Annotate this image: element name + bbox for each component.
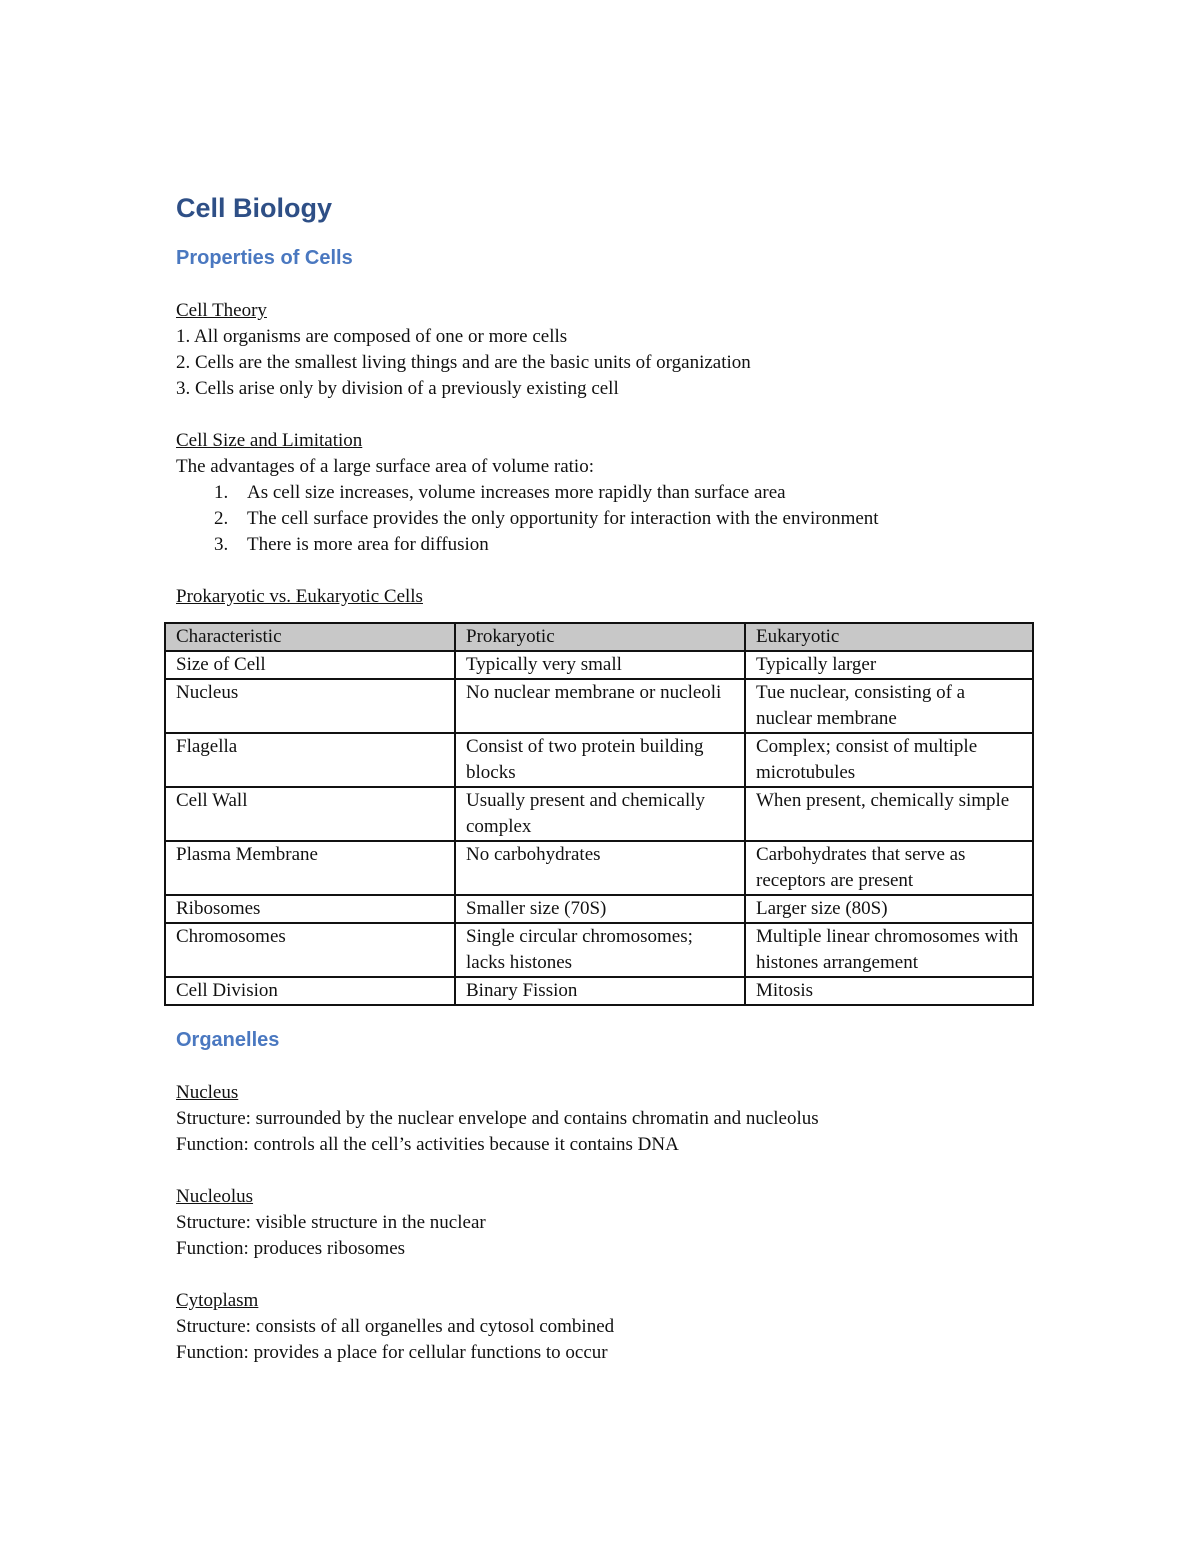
- organelle-name: Cytoplasm: [176, 1290, 259, 1311]
- organelle-entry: [176, 1288, 1036, 1366]
- organelle-structure: Structure: visible structure in the nuclear: [176, 1212, 486, 1233]
- table-cell: Typically larger: [745, 651, 1033, 679]
- cell-theory-line: 1. All organisms are composed of one or more cells: [176, 326, 568, 347]
- document-title: Cell Biology: [176, 193, 333, 223]
- table-cell: Binary Fission: [455, 977, 745, 1005]
- table-cell: Tue nuclear, consisting of a nuclear membrane: [745, 679, 1033, 733]
- table-cell: Plasma Membrane: [165, 841, 455, 895]
- table-cell: No nuclear membrane or nucleoli: [455, 679, 745, 733]
- document-body: [176, 190, 1036, 1366]
- table-row: [165, 841, 1033, 895]
- section-heading-properties: Properties of Cells: [176, 247, 353, 269]
- cell-theory-line: 3. Cells arise only by division of a previously existing cell: [176, 378, 619, 399]
- organelle-function: Function: provides a place for cellular functions to occur: [176, 1342, 608, 1363]
- organelle-entry: [176, 1080, 1036, 1158]
- table-cell: Larger size (80S): [745, 895, 1033, 923]
- table-row: [165, 977, 1033, 1005]
- table-cell: Mitosis: [745, 977, 1033, 1005]
- list-item: 3. There is more area for diffusion: [214, 534, 489, 555]
- table-cell: Nucleus: [165, 679, 455, 733]
- table-cell: Smaller size (70S): [455, 895, 745, 923]
- organelle-function: Function: controls all the cell’s activities because it contains DNA: [176, 1134, 679, 1155]
- table-cell: When present, chemically simple: [745, 787, 1033, 841]
- section-heading-organelles: Organelles: [176, 1029, 280, 1051]
- table-cell: Size of Cell: [165, 651, 455, 679]
- table-cell: Ribosomes: [165, 895, 455, 923]
- table-cell: Chromosomes: [165, 923, 455, 977]
- comparison-heading: Prokaryotic vs. Eukaryotic Cells: [176, 586, 423, 607]
- table-cell: No carbohydrates: [455, 841, 745, 895]
- table-row: [165, 895, 1033, 923]
- organelle-name: Nucleus: [176, 1082, 239, 1103]
- column-header: Prokaryotic: [455, 623, 745, 651]
- organelle-structure: Structure: surrounded by the nuclear envelope and contains chromatin and nucleolus: [176, 1108, 819, 1129]
- table-row: [165, 787, 1033, 841]
- list-item: 2. The cell surface provides the only opportunity for interaction with the environment: [214, 508, 879, 529]
- organelle-function: Function: produces ribosomes: [176, 1238, 406, 1259]
- table-row: [165, 651, 1033, 679]
- organelle-entry: [176, 1184, 1036, 1262]
- cell-size-block: [176, 428, 1036, 558]
- cell-size-list: [176, 480, 1036, 558]
- column-header: Characteristic: [165, 623, 455, 651]
- table-cell: Cell Wall: [165, 787, 455, 841]
- column-header: Eukaryotic: [745, 623, 1033, 651]
- cell-size-intro: The advantages of a large surface area of volume ratio:: [176, 456, 594, 477]
- table-cell: Complex; consist of multiple microtubules: [745, 733, 1033, 787]
- comparison-table: [164, 622, 1034, 1006]
- cell-theory-heading: Cell Theory: [176, 300, 267, 321]
- table-header-row: [165, 623, 1033, 651]
- table-cell: Carbohydrates that serve as receptors are present: [745, 841, 1033, 895]
- organelle-structure: Structure: consists of all organelles and cytosol combined: [176, 1316, 615, 1337]
- table-row: [165, 923, 1033, 977]
- table-cell: Multiple linear chromosomes with histones arrangement: [745, 923, 1033, 977]
- cell-theory-line: 2. Cells are the smallest living things and are the basic units of organization: [176, 352, 751, 373]
- table-cell: Flagella: [165, 733, 455, 787]
- cell-size-heading: Cell Size and Limitation: [176, 430, 363, 451]
- table-cell: Typically very small: [455, 651, 745, 679]
- organelle-name: Nucleolus: [176, 1186, 254, 1207]
- list-item: 1. As cell size increases, volume increases more rapidly than surface area: [214, 482, 786, 503]
- cell-theory-block: [176, 298, 1036, 402]
- table-cell: Consist of two protein building blocks: [455, 733, 745, 787]
- table-cell: Cell Division: [165, 977, 455, 1005]
- table-cell: Usually present and chemically complex: [455, 787, 745, 841]
- table-row: [165, 679, 1033, 733]
- table-row: [165, 733, 1033, 787]
- table-cell: Single circular chromosomes; lacks histones: [455, 923, 745, 977]
